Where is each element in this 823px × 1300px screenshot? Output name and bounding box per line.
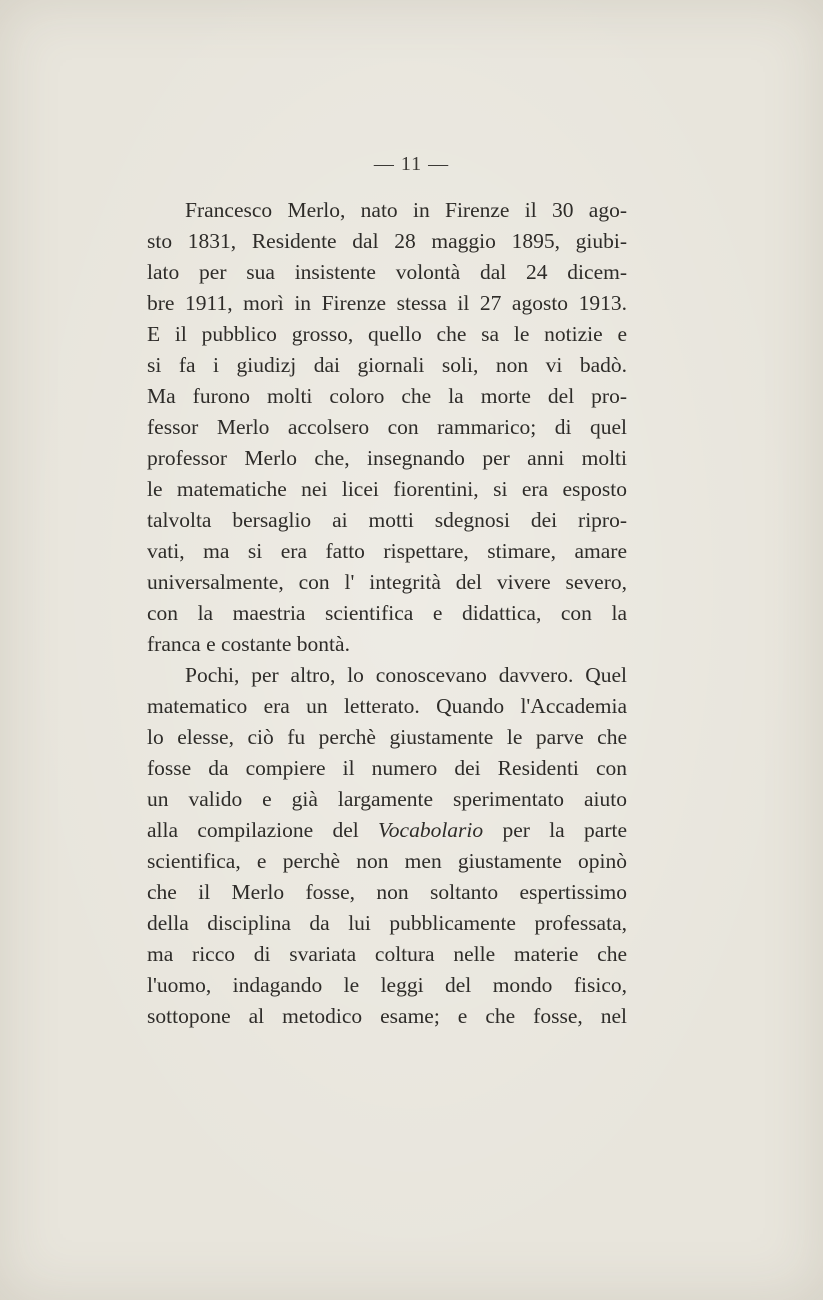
- text-line: Pochi, per altro, lo conoscevano davvero. Quel: [185, 663, 627, 687]
- text-line: talvolta bersaglio ai motti sdegnosi dei ripro-: [147, 508, 627, 532]
- text-line-with-italic: [147, 815, 627, 846]
- text-line: si fa i giudizj dai giornali soli, non vi badò.: [147, 353, 627, 377]
- text-line: le matematiche nei licei fiorentini, si era esposto: [147, 477, 627, 501]
- text-line: ma ricco di svariata coltura nelle materie che: [147, 942, 627, 966]
- text-line: franca e costante bontà.: [147, 632, 350, 656]
- text-line: universalmente, con l' integrità del vivere severo,: [147, 570, 627, 594]
- text-line: professor Merlo che, insegnando per anni molti: [147, 446, 627, 470]
- text-line: bre 1911, morì in Firenze stessa il 27 agosto 1913.: [147, 291, 627, 315]
- text-line: matematico era un letterato. Quando l'Accademia: [147, 694, 627, 718]
- text-line: della disciplina da lui pubblicamente professata,: [147, 911, 627, 935]
- text-line: Francesco Merlo, nato in Firenze il 30 ago-: [185, 198, 627, 222]
- text-line: un valido e già largamente sperimentato aiuto: [147, 787, 627, 811]
- text-line: vati, ma si era fatto rispettare, stimare, amare: [147, 539, 627, 563]
- text-line: lo elesse, ciò fu perchè giustamente le parve che: [147, 725, 627, 749]
- text-line: che il Merlo fosse, non soltanto espertissimo: [147, 880, 627, 904]
- text-segment: per la parte: [483, 818, 627, 842]
- text-line: Ma furono molti coloro che la morte del pro-: [147, 384, 627, 408]
- text-line: fosse da compiere il numero dei Residenti con: [147, 756, 627, 780]
- page-number: — 11 —: [373, 153, 450, 175]
- italic-title: Vocabolario: [378, 818, 484, 842]
- text-line: lato per sua insistente volontà dal 24 dicem-: [147, 260, 627, 284]
- text-line: fessor Merlo accolsero con rammarico; di quel: [147, 415, 627, 439]
- text-line: sottopone al metodico esame; e che fosse, nel: [147, 1004, 627, 1028]
- text-line: l'uomo, indagando le leggi del mondo fisico,: [147, 973, 627, 997]
- text-line: scientifica, e perchè non men giustamente opinò: [147, 849, 627, 873]
- text-line: con la maestria scientifica e didattica, con la: [147, 601, 627, 625]
- body-text: [147, 195, 627, 1032]
- text-line: E il pubblico grosso, quello che sa le notizie e: [147, 322, 627, 346]
- text-segment: alla compilazione del: [147, 818, 379, 842]
- text-line: sto 1831, Residente dal 28 maggio 1895, giubi-: [147, 229, 627, 253]
